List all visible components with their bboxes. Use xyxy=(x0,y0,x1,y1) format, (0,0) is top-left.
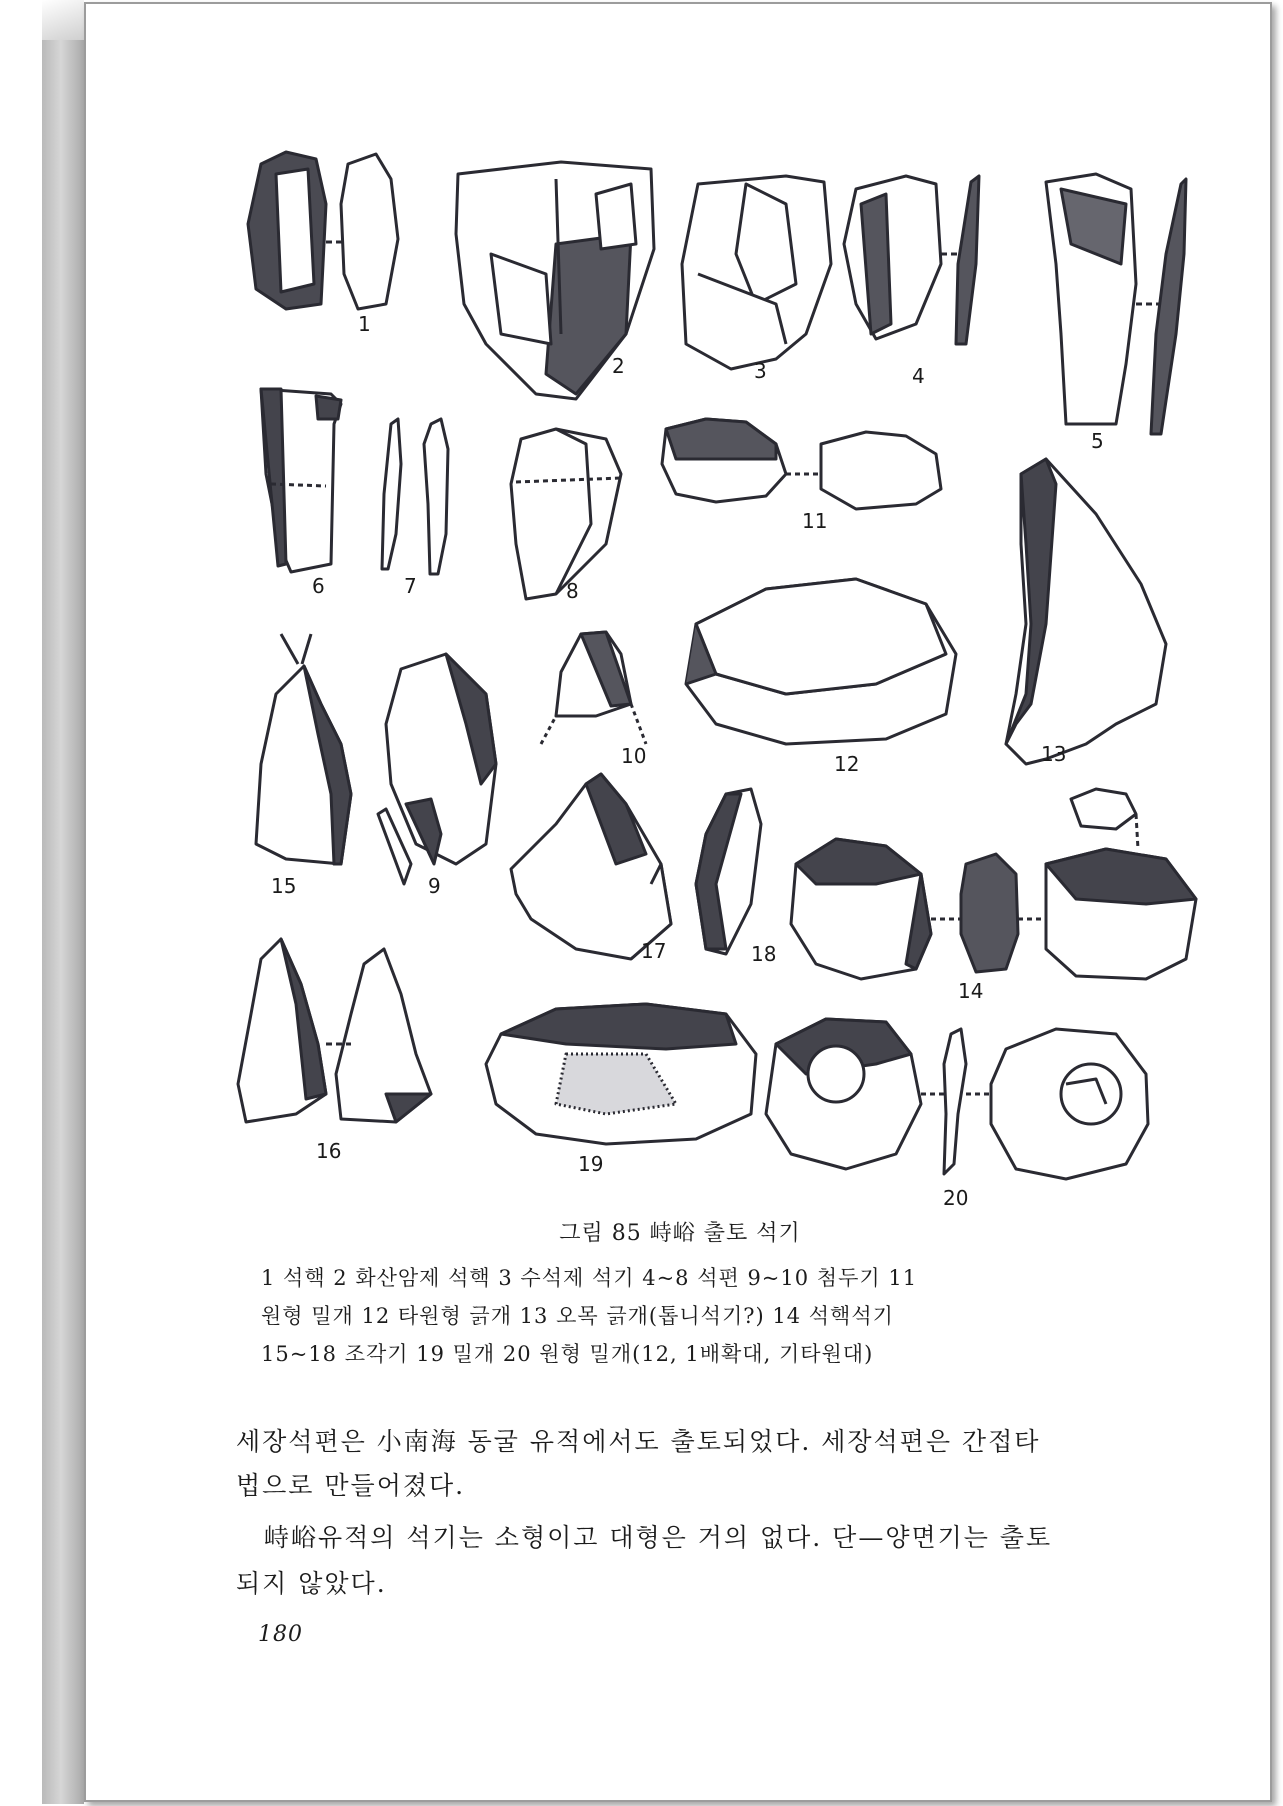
book-spine xyxy=(42,4,84,1804)
figure-label: 12 xyxy=(834,752,860,776)
figure-label: 6 xyxy=(312,574,325,598)
figure-label: 19 xyxy=(578,1152,604,1176)
figure-label: 8 xyxy=(566,579,579,603)
figure-label: 16 xyxy=(316,1139,342,1163)
figure-caption-title: 그림 85 峙峪 출토 석기 xyxy=(559,1221,801,1246)
figure-label: 10 xyxy=(621,744,647,768)
body-text-line: 되지 않았다. xyxy=(236,1569,387,1598)
figure-caption-line: 원형 밀개 12 타원형 긁개 13 오목 긁개(톱니석기?) 14 석핵석기 xyxy=(261,1304,894,1328)
page-number: 180 xyxy=(258,1622,303,1647)
figure-label: 9 xyxy=(428,874,441,898)
figure-label: 2 xyxy=(612,354,625,378)
figure-label: 5 xyxy=(1091,429,1104,453)
body-text-line: 峙峪유적의 석기는 소형이고 대형은 거의 없다. 단—양면기는 출토 xyxy=(264,1523,1053,1552)
figure-label: 14 xyxy=(958,979,984,1003)
figure-label: 7 xyxy=(404,574,417,598)
figure-label: 1 xyxy=(358,312,371,336)
figure-label: 15 xyxy=(271,874,297,898)
book-page xyxy=(84,2,1272,1802)
figure-label: 18 xyxy=(751,942,777,966)
figure-caption-line: 15~18 조각기 19 밀개 20 원형 밀개(12, 1배확대, 기타원대) xyxy=(261,1342,874,1366)
figure-label: 11 xyxy=(802,509,828,533)
figure-label: 17 xyxy=(641,939,667,963)
figure-label: 4 xyxy=(912,364,925,388)
stone-tools-illustration xyxy=(86,4,1274,1204)
figure-label: 3 xyxy=(754,359,767,383)
book-spine-corner xyxy=(42,0,84,40)
figure-label: 20 xyxy=(943,1186,969,1210)
figure-label: 13 xyxy=(1041,742,1067,766)
body-text-line: 세장석편은 小南海 동굴 유적에서도 출토되었다. 세장석편은 간접타 xyxy=(236,1427,1041,1456)
figure-caption-line: 1 석핵 2 화산암제 석핵 3 수석제 석기 4~8 석편 9~10 첨두기 11 xyxy=(261,1266,918,1290)
body-text-line: 법으로 만들어졌다. xyxy=(236,1471,466,1500)
